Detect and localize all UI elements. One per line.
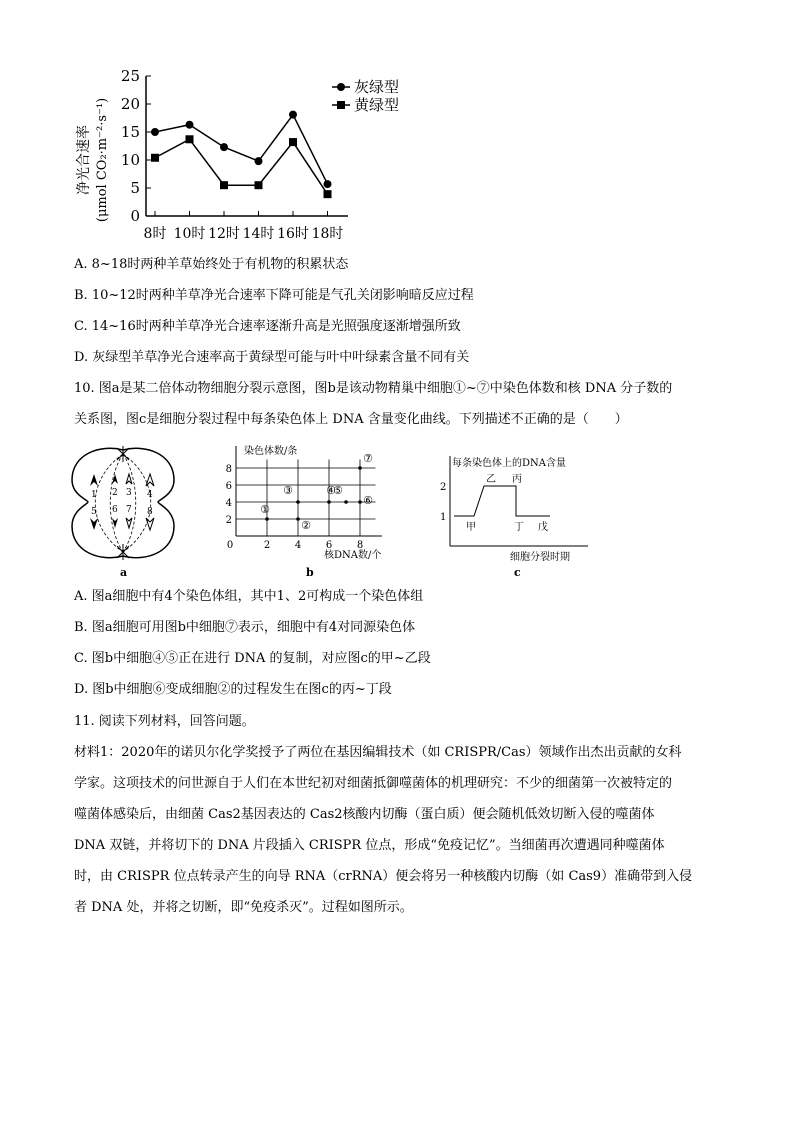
spindle-fibers (95, 454, 151, 552)
figure-b-xtick: 2 (263, 540, 271, 551)
series-2-point (289, 138, 297, 146)
figure-b-point (296, 500, 300, 504)
chart-xtick-label: 10时 (173, 226, 206, 242)
q10-stem-line-2: 关系图，图c是细胞分裂过程中每条染色体上 DNA 含量变化曲线。下列描述不正确的是（ ） (74, 412, 628, 427)
chart-ylabel: 净光合速率 (76, 125, 92, 195)
figure-b-point (358, 466, 362, 470)
figure-b-ylabel: 染色体数/条 (244, 446, 298, 457)
legend-series-1: 灰绿型 (354, 78, 400, 96)
figure-b-cell-label: ④ (326, 484, 336, 497)
chart-xtick-label: 16时 (277, 226, 309, 242)
figure-c-curve (454, 486, 550, 516)
figure-b-cell-label: ② (301, 519, 311, 532)
chart-xtick-label: 12时 (208, 226, 240, 242)
chromosome-label-2: 2 (112, 488, 118, 498)
series-1-point (255, 157, 263, 165)
stage-bing: 丙 (512, 474, 522, 485)
chart-ytick-label: 5 (130, 179, 140, 197)
chart-ytick-label: 0 (130, 207, 140, 225)
q9-line-chart (70, 60, 430, 250)
figure-c-ytick-2: 2 (440, 482, 447, 493)
chromosome-label-6: 6 (112, 505, 118, 515)
series-line-1 (155, 115, 328, 184)
q10-stem-line-1: 10. 图a是某二倍体动物细胞分裂示意图，图b是该动物精巢中细胞①~⑦中染色体数和核 DNA 分子数的 (74, 381, 673, 396)
q11-material-line-3: 噬菌体感染后，由细菌 Cas2基因表达的 Cas2核酸内切酶（蛋白质）便会随机低效切断入侵的噬菌体 (74, 807, 655, 822)
q10-option-d: D. 图b中细胞⑥变成细胞②的过程发生在图c的丙~丁段 (74, 682, 392, 697)
stage-jia: 甲 (466, 522, 476, 533)
chart-ytick-label: 15 (120, 123, 140, 141)
figure-b-cell-label: ③ (283, 484, 293, 497)
figure-b-point (265, 517, 269, 521)
series-2-point (186, 135, 194, 143)
figure-b-point (296, 517, 300, 521)
series-2-point (151, 154, 159, 162)
q10-option-c: C. 图b中细胞④⑤正在进行 DNA 的复制，对应图c的甲~乙段 (74, 651, 431, 666)
figure-b-xlabel: 核DNA数/个 (324, 550, 382, 561)
q11-material-line-2: 学家。这项技术的问世源自于人们在本世纪初对细菌抵御噬菌体的机理研究：不少的细菌第一次被特定的 (74, 776, 673, 791)
series-1-point (186, 121, 194, 129)
series-2-point (255, 181, 263, 189)
figure-b-ytick: 4 (225, 498, 232, 509)
figure-b-ytick: 8 (225, 464, 232, 475)
cell-membrane (72, 448, 174, 557)
figure-b-cell-label: ⑤ (333, 484, 343, 497)
figure-b-point (327, 500, 331, 504)
figure-c-line (432, 452, 602, 582)
series-1-point (324, 180, 332, 188)
figure-b-cell-label: ⑥ (363, 494, 373, 507)
chromosome-label-3: 3 (126, 488, 132, 498)
legend-series-2: 黄绿型 (354, 96, 400, 114)
figure-a-cell-division (66, 440, 181, 580)
figure-b-xtick: 6 (325, 540, 333, 551)
figure-b-ytick: 2 (225, 515, 232, 526)
series-1-point (220, 143, 228, 151)
figure-b-point (344, 500, 348, 504)
legend-circle-marker (337, 83, 345, 91)
figure-c-ylabel: 每条染色体上的DNA含量 (452, 458, 566, 469)
chart-yunit: (μmol CO₂·m⁻²·s⁻¹) (95, 97, 110, 223)
chromosome-label-7: 7 (126, 505, 132, 515)
series-2-point (324, 190, 332, 198)
series-1-point (151, 128, 159, 136)
q9-option-c: C. 14~16时两种羊草净光合速率逐渐升高是光照强度逐渐增强所致 (74, 319, 461, 334)
q11-material-line-6: 者 DNA 处，并将之切断，即“免疫杀灭”。过程如图所示。 (74, 900, 413, 915)
chromosome-label-5: 5 (91, 507, 97, 517)
stage-ding: 丁 (514, 522, 524, 533)
figure-b-cell-label: ⑦ (363, 452, 373, 465)
series-2-point (220, 181, 228, 189)
figure-b-xtick: 8 (356, 540, 364, 551)
chromosome-label-8: 8 (147, 507, 153, 517)
chart-legend (332, 78, 399, 114)
figure-a-label: a (120, 566, 128, 579)
figure-c-ytick-1: 1 (440, 512, 447, 523)
figure-c-label: c (514, 566, 521, 579)
chart-xtick-label: 8时 (143, 226, 167, 242)
figure-b-label: b (306, 566, 314, 579)
q9-option-d: D. 灰绿型羊草净光合速率高于黄绿型可能与叶中叶绿素含量不同有关 (74, 350, 470, 365)
chart-ytick-label: 10 (120, 151, 140, 169)
figure-b-xtick: 0 (226, 540, 234, 551)
q11-material-line-1: 材料1：2020年的诺贝尔化学奖授予了两位在基因编辑技术（如 CRISPR/Cas）领域作出杰出贡献的女科 (74, 745, 682, 760)
chart-xtick-label: 14时 (242, 226, 275, 242)
chromosome-label-1: 1 (91, 490, 97, 500)
chart-ytick-label: 20 (120, 95, 140, 113)
chromosome-label-4: 4 (147, 490, 153, 500)
stage-yi: 乙 (486, 474, 496, 485)
figure-b-scatter (222, 440, 392, 580)
series-line-2 (155, 139, 328, 194)
q10-option-b: B. 图a细胞可用图b中细胞⑦表示，细胞中有4对同源染色体 (74, 620, 416, 635)
figure-b-xtick: 4 (294, 540, 302, 551)
chart-xtick-label: 18时 (311, 226, 344, 242)
q11-material-line-5: 时，由 CRISPR 位点转录产生的向导 RNA（crRNA）便会将另一种核酸内切酶（如 Cas9）准确带到入侵 (74, 869, 693, 884)
figure-c-xlabel: 细胞分裂时期 (510, 552, 570, 563)
chart-ytick-label: 25 (120, 67, 140, 85)
q9-option-a: A. 8~18时两种羊草始终处于有机物的积累状态 (74, 257, 349, 272)
figure-b-point (358, 500, 362, 504)
series-1-point (289, 111, 297, 119)
q11-material-line-4: DNA 双链，并将切下的 DNA 片段插入 CRISPR 位点，形成“免疫记忆”。当细菌再次遭遇同种噬菌体 (74, 838, 665, 853)
stage-wu: 戊 (538, 522, 548, 533)
figure-b-ytick: 6 (225, 481, 232, 492)
q10-option-a: A. 图a细胞中有4个染色体组，其中1、2可构成一个染色体组 (74, 589, 424, 604)
q9-option-b: B. 10~12时两种羊草净光合速率下降可能是气孔关闭影响暗反应过程 (74, 288, 474, 303)
q11-title: 11. 阅读下列材料，回答问题。 (74, 714, 255, 729)
figure-b-cell-label: ① (260, 503, 270, 516)
legend-square-marker (337, 101, 345, 109)
